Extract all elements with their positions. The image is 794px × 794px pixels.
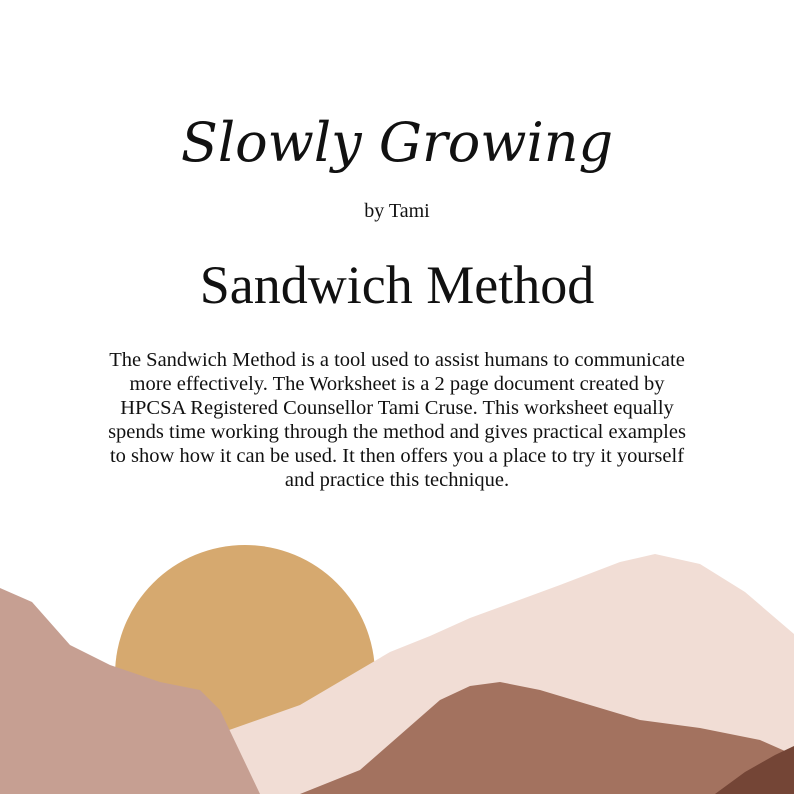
brand-byline: by Tami <box>364 200 430 222</box>
description-text: The Sandwich Method is a tool used to assist humans to communicate more effectively. The Worksheet is a 2 page document created by HPCSA Registered Counsellor Tami Cruse. This worksheet equally spends time working through the method and gives practical examples to show how it can be used. It then offers you a place to try it yourself and practice this technique. <box>108 349 686 491</box>
brand-title: Slowly Growing <box>180 111 614 174</box>
page-title: Sandwich Method <box>199 255 595 315</box>
mountain-landscape-illustration <box>0 540 794 794</box>
